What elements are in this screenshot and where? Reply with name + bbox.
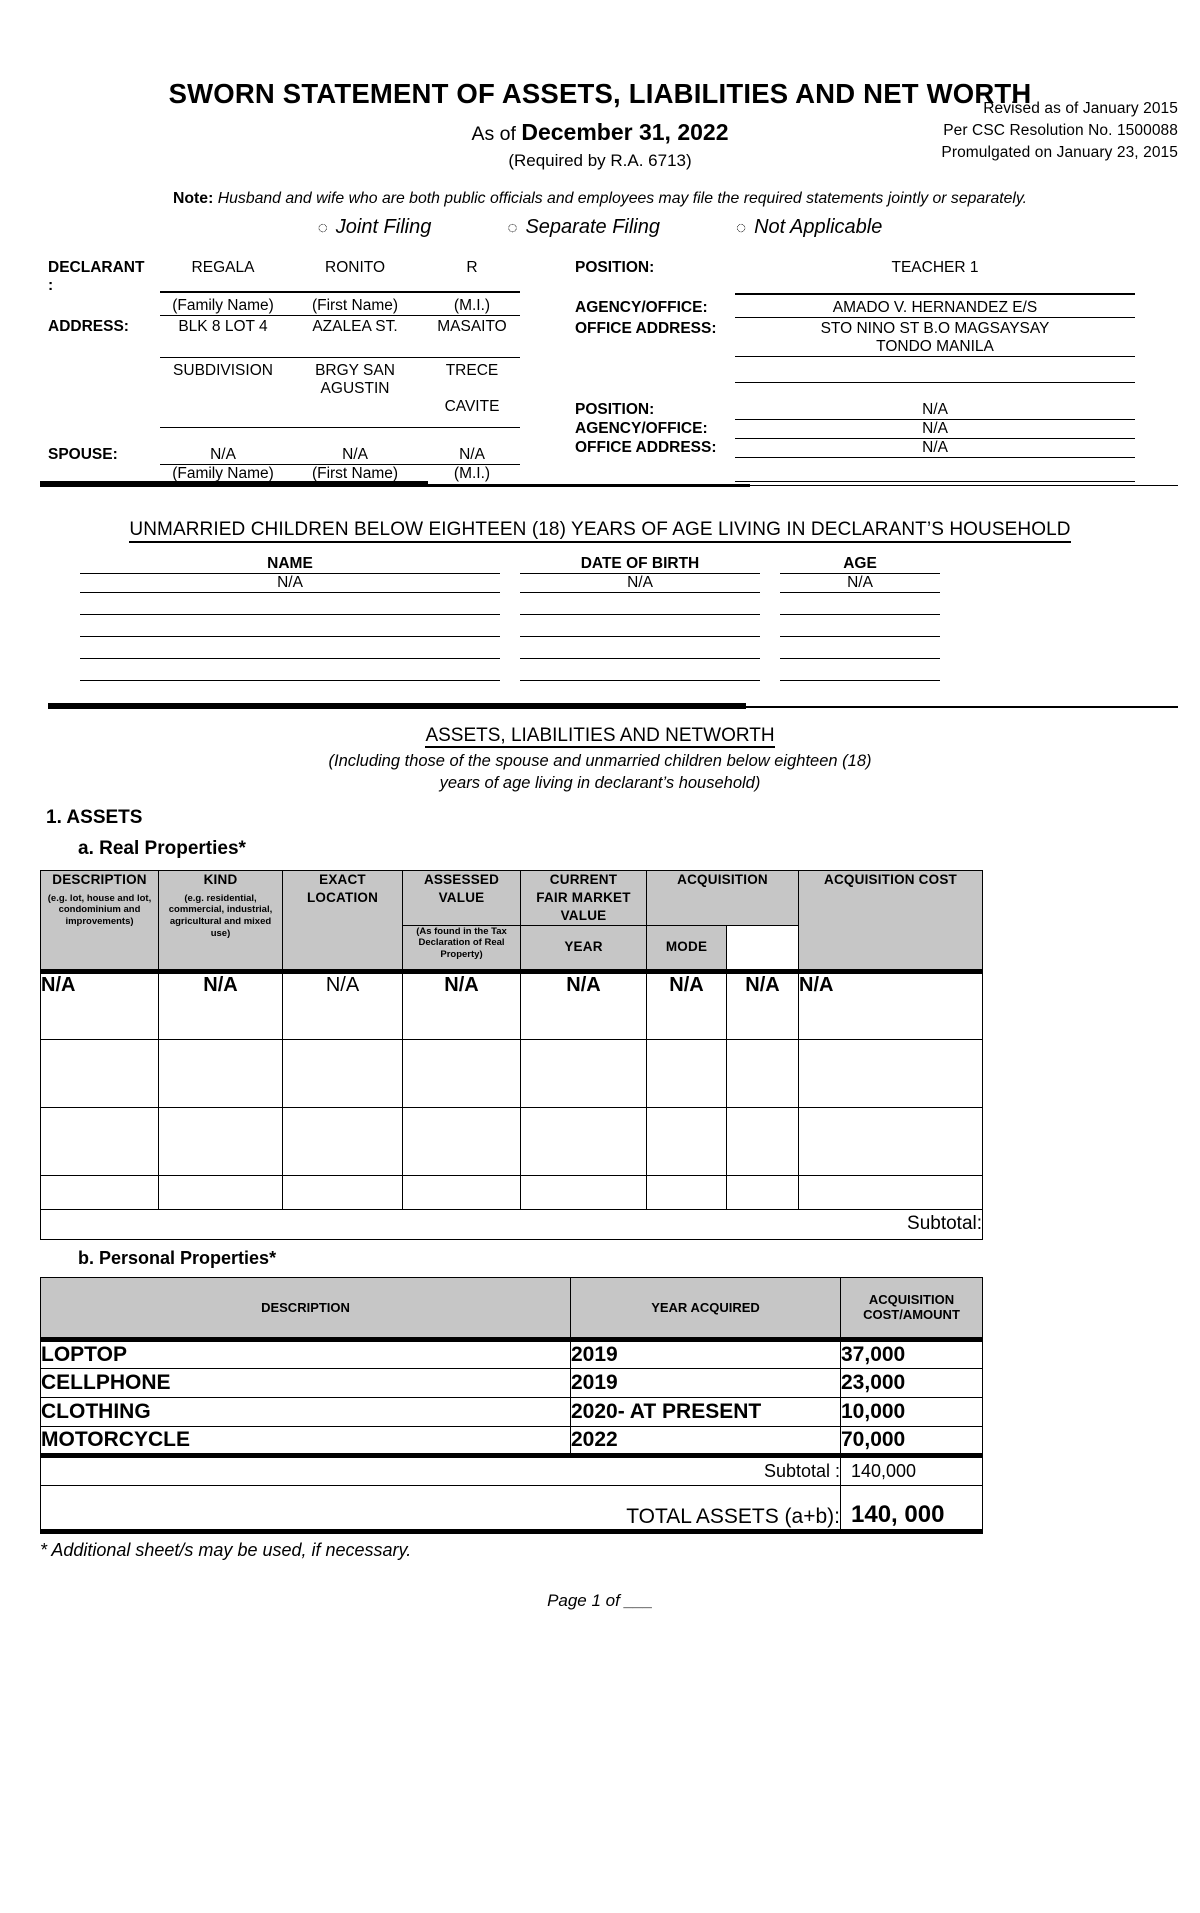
- child-age: N/A: [780, 574, 940, 593]
- cell-description[interactable]: N/A: [41, 971, 159, 1039]
- table-row: [41, 1426, 983, 1455]
- personal-properties-table: [40, 1277, 983, 1534]
- table-row: [41, 971, 983, 1039]
- revised-date: Revised as of January 2015: [983, 100, 1178, 117]
- header-assessed-line1: ASSESSED: [423, 871, 500, 887]
- pp-cell-cost[interactable]: 70,000: [841, 1426, 983, 1455]
- total-assets-value: 140, 000: [841, 1485, 983, 1531]
- pp-cell-description[interactable]: CLOTHING: [41, 1397, 571, 1426]
- pp-cell-description[interactable]: MOTORCYCLE: [41, 1426, 571, 1455]
- declarant-right-grid: [575, 259, 1150, 486]
- declarant-family-name: REGALA: [191, 259, 255, 276]
- cell-location[interactable]: [283, 1175, 403, 1209]
- spouse-position-label: POSITION:: [575, 401, 655, 418]
- address-underline-4: [160, 416, 286, 428]
- pp-header-year: YEAR ACQUIRED: [571, 1277, 841, 1339]
- cell-kind[interactable]: [159, 1039, 283, 1107]
- filing-option-label: Not Applicable: [754, 216, 883, 238]
- page-footer: Page 1 of ___: [547, 1590, 653, 1610]
- children-section-title: UNMARRIED CHILDREN BELOW EIGHTEEN (18) YEARS OF AGE LIVING IN DECLARANT’S HOUSEHOLD: [129, 519, 1070, 543]
- cell-year[interactable]: [647, 1107, 727, 1175]
- declarant-label-colon: :: [48, 277, 54, 294]
- note-text: Husband and wife who are both public officials and employees may file the required statements jointly or separately.: [213, 190, 1028, 207]
- pp-header-description: DESCRIPTION: [41, 1277, 571, 1339]
- cell-year[interactable]: [647, 1175, 727, 1209]
- cell-cost[interactable]: N/A: [799, 971, 983, 1039]
- children-section: [0, 519, 1200, 543]
- assets-item-number: 1. ASSETS: [46, 806, 143, 828]
- cell-location[interactable]: N/A: [283, 971, 403, 1039]
- filing-option-not-applicable[interactable]: [736, 216, 882, 239]
- required-by: (Required by R.A. 6713): [508, 151, 692, 170]
- cell-cfmv[interactable]: [521, 1175, 647, 1209]
- header-kind-sub: (e.g. residential, commercial, industrial, agricultural and mixed use): [168, 892, 273, 940]
- filing-options: [0, 216, 1200, 239]
- spouse-label: SPOUSE:: [48, 446, 118, 463]
- declarant-first-name: RONITO: [325, 259, 385, 276]
- table-row: [80, 637, 1110, 659]
- header-cfmv-line3: VALUE: [560, 907, 607, 923]
- declarant-family-underline: [160, 277, 286, 293]
- spouse-agency-value: N/A: [735, 420, 1135, 439]
- header-mode-text: MODE: [665, 939, 708, 955]
- filing-option-label: Separate Filing: [525, 216, 660, 238]
- table-row: [80, 593, 1110, 615]
- personal-properties-header-row: [41, 1277, 983, 1339]
- header-cfmv-line1: CURRENT: [549, 871, 618, 887]
- cell-assessed[interactable]: N/A: [403, 971, 521, 1039]
- spouse-family-name: N/A: [160, 446, 286, 465]
- pp-cell-description[interactable]: LOPTOP: [41, 1339, 571, 1368]
- assets-subtitle-line2: years of age living in declarant’s household): [439, 774, 761, 793]
- address-line2-col3: TRECE: [445, 362, 499, 379]
- header-exact-location: [283, 870, 403, 971]
- position-value: TEACHER 1: [891, 259, 979, 276]
- assets-section-subtitle: [0, 750, 1200, 795]
- cell-cost[interactable]: [799, 1175, 983, 1209]
- cell-year[interactable]: [647, 1039, 727, 1107]
- cell-cfmv[interactable]: N/A: [521, 971, 647, 1039]
- table-row: [41, 1107, 983, 1175]
- table-row: [80, 659, 1110, 681]
- real-properties-header-row: [41, 870, 983, 925]
- spouse-office-address-label: OFFICE ADDRESS:: [575, 439, 717, 456]
- spouse-first-name: N/A: [286, 446, 424, 465]
- filing-option-joint[interactable]: [318, 216, 432, 239]
- address-line1-col1: BLK 8 LOT 4: [178, 318, 268, 335]
- agency-value: AMADO V. HERNANDEZ E/S: [735, 299, 1135, 318]
- pp-cell-year[interactable]: 2020- AT PRESENT: [571, 1397, 841, 1426]
- assets-subtitle-line1: (Including those of the spouse and unmarried children below eighteen (18): [328, 752, 872, 770]
- real-properties-subtotal-label: Subtotal:: [41, 1209, 983, 1239]
- address-label: ADDRESS:: [48, 318, 129, 335]
- declarant-first-underline: [286, 277, 424, 293]
- header-mode: [647, 925, 727, 971]
- children-table-header: [80, 555, 1110, 574]
- header-acquisition-cost-text: ACQUISITION COST: [824, 871, 957, 887]
- cell-mode[interactable]: [727, 1039, 799, 1107]
- checkbox-icon[interactable]: ◌: [507, 217, 518, 237]
- table-row: [41, 1339, 983, 1368]
- total-assets-row: [41, 1485, 983, 1531]
- cell-cost[interactable]: [799, 1107, 983, 1175]
- child-name: [80, 593, 500, 615]
- header-assessed-note: [403, 925, 521, 971]
- spouse-office-address-value: N/A: [735, 439, 1135, 458]
- header-current-fair-market-value: [521, 870, 647, 925]
- section-divider-2: [0, 703, 1200, 713]
- cell-year[interactable]: N/A: [647, 971, 727, 1039]
- office-address-underline: [735, 357, 1135, 383]
- agency-label: AGENCY/OFFICE:: [575, 299, 708, 316]
- promulgated-date: Promulgated on January 23, 2015: [941, 144, 1178, 161]
- assets-section-title: ASSETS, LIABILITIES AND NETWORTH: [425, 725, 775, 746]
- table-row: [80, 615, 1110, 637]
- cell-assessed[interactable]: [403, 1039, 521, 1107]
- cell-description[interactable]: [41, 1039, 159, 1107]
- child-dob: [520, 615, 760, 637]
- revision-header: [0, 98, 1178, 164]
- table-row: [41, 1039, 983, 1107]
- address-line2-col1: SUBDIVISION: [173, 362, 273, 379]
- pp-cell-year[interactable]: 2019: [571, 1339, 841, 1368]
- personal-properties-label: b. Personal Properties*: [78, 1247, 277, 1268]
- table-row: [80, 574, 1110, 593]
- table-row: [41, 1175, 983, 1209]
- child-age: [780, 615, 940, 637]
- filing-note: [0, 190, 1200, 208]
- header-assessed-sub: (As found in the Tax Declaration of Real Property): [416, 925, 507, 961]
- children-table: [80, 555, 1110, 681]
- child-dob: [520, 659, 760, 681]
- header-kind: [159, 870, 283, 971]
- children-col-dob: DATE OF BIRTH: [520, 555, 760, 574]
- pp-subtotal-value: 140,000: [841, 1455, 983, 1485]
- checkbox-icon[interactable]: ◌: [736, 217, 747, 237]
- as-of-date: December 31, 2022: [521, 119, 729, 145]
- cell-assessed[interactable]: [403, 1175, 521, 1209]
- address-underline-3: [424, 336, 520, 358]
- spouse-agency-label: AGENCY/OFFICE:: [575, 420, 708, 437]
- cell-cfmv[interactable]: [521, 1107, 647, 1175]
- cell-kind[interactable]: [159, 1107, 283, 1175]
- cell-description[interactable]: [41, 1107, 159, 1175]
- position-underline: [735, 277, 1135, 295]
- header-cfmv-line2: FAIR MARKET: [536, 889, 631, 905]
- personal-properties-subtotal-row: [41, 1455, 983, 1485]
- address-underline-2: [286, 336, 424, 358]
- header-exact-line2: LOCATION: [306, 889, 379, 905]
- children-col-name: NAME: [80, 555, 500, 574]
- address-line1-col3: MASAITO: [437, 318, 507, 335]
- header-description: [41, 870, 159, 971]
- pp-cell-year[interactable]: 2022: [571, 1426, 841, 1455]
- pp-subtotal-label: Subtotal :: [41, 1455, 841, 1485]
- caption-middle-initial: (M.I.): [424, 297, 520, 316]
- pp-header-cost-line2: COST/AMOUNT: [863, 1307, 960, 1323]
- child-name: [80, 615, 500, 637]
- spouse-caption-family: (Family Name): [172, 465, 274, 482]
- caption-family-name: (Family Name): [160, 297, 286, 316]
- cell-kind[interactable]: [159, 1175, 283, 1209]
- child-dob: N/A: [520, 574, 760, 593]
- declarant-mi-underline: [424, 277, 520, 293]
- child-name: [80, 637, 500, 659]
- declarant-block: [0, 259, 1200, 489]
- child-name: N/A: [80, 574, 500, 593]
- as-of-prefix: As of: [471, 123, 522, 145]
- header-acquisition-text: ACQUISITION: [677, 871, 768, 887]
- child-name: [80, 659, 500, 681]
- header-acquisition-cost: [799, 870, 983, 971]
- sworn-statement-document: [0, 78, 1200, 1913]
- address-underline-5: [286, 416, 424, 428]
- pp-cell-cost[interactable]: 23,000: [841, 1368, 983, 1397]
- spouse-office-underline: [735, 458, 1135, 482]
- cell-location[interactable]: [283, 1039, 403, 1107]
- position-label: POSITION:: [575, 259, 655, 276]
- section-divider-1: [0, 481, 1200, 493]
- cell-mode[interactable]: [727, 1107, 799, 1175]
- pp-header-cost: [841, 1277, 983, 1339]
- address-line1-col2: AZALEA ST.: [312, 318, 398, 335]
- caption-first-name: (First Name): [286, 297, 424, 316]
- filing-option-label: Joint Filing: [335, 216, 432, 238]
- pp-header-cost-line1: ACQUISITION: [868, 1292, 955, 1308]
- cell-description[interactable]: [41, 1175, 159, 1209]
- address-line2-col2: BRGY SAN AGUSTIN: [315, 362, 395, 397]
- cell-cost[interactable]: [799, 1039, 983, 1107]
- footnote: * Additional sheet/s may be used, if necessary.: [40, 1539, 412, 1560]
- pp-cell-year[interactable]: 2019: [571, 1368, 841, 1397]
- header-year-text: YEAR: [564, 939, 603, 955]
- header-acquisition: [647, 870, 799, 925]
- address-underline-1: [160, 336, 286, 358]
- address-underline-6: [424, 416, 520, 428]
- pp-cell-cost[interactable]: 37,000: [841, 1339, 983, 1368]
- cell-kind[interactable]: N/A: [159, 971, 283, 1039]
- page-title: SWORN STATEMENT OF ASSETS, LIABILITIES AND NET WORTH: [168, 78, 1032, 109]
- total-assets-label: TOTAL ASSETS (a+b):: [41, 1485, 841, 1531]
- header-kind-text: KIND: [203, 871, 238, 887]
- office-address-value-1: STO NINO ST B.O MAGSAYSAY: [820, 320, 1050, 337]
- pp-cell-description[interactable]: CELLPHONE: [41, 1368, 571, 1397]
- office-address-label: OFFICE ADDRESS:: [575, 320, 717, 337]
- cell-assessed[interactable]: [403, 1107, 521, 1175]
- header-assessed-line2: VALUE: [438, 889, 485, 905]
- cell-mode[interactable]: N/A: [727, 971, 799, 1039]
- checkbox-icon[interactable]: ◌: [317, 217, 328, 237]
- real-properties-table: [40, 870, 983, 1240]
- declarant-left-grid: [48, 259, 548, 483]
- child-dob: [520, 593, 760, 615]
- table-row: [41, 1397, 983, 1426]
- table-row: [41, 1368, 983, 1397]
- real-properties-label: a. Real Properties*: [78, 837, 246, 859]
- header-description-sub: (e.g. lot, house and lot, condominium and improvements): [47, 892, 152, 928]
- header-year: [521, 925, 647, 971]
- children-col-age: AGE: [780, 555, 940, 574]
- child-age: [780, 593, 940, 615]
- csc-resolution: Per CSC Resolution No. 1500088: [943, 122, 1178, 139]
- cell-mode[interactable]: [727, 1175, 799, 1209]
- spouse-caption-mi: (M.I.): [453, 465, 491, 482]
- spouse-middle-initial: N/A: [424, 446, 520, 465]
- child-age: [780, 637, 940, 659]
- office-address-value-2: TONDO MANILA: [735, 338, 1135, 357]
- header-assessed-value: [403, 870, 521, 925]
- cell-location[interactable]: [283, 1107, 403, 1175]
- filing-option-separate[interactable]: [507, 216, 660, 239]
- spouse-caption-first: (First Name): [311, 465, 399, 482]
- spouse-position-value: N/A: [735, 401, 1135, 420]
- pp-cell-cost[interactable]: 10,000: [841, 1397, 983, 1426]
- address-line2-col3b: CAVITE: [444, 398, 500, 415]
- declarant-middle-initial: R: [466, 259, 478, 276]
- note-label: Note:: [172, 190, 214, 207]
- real-properties-subtotal-row: [41, 1209, 983, 1239]
- child-age: [780, 659, 940, 681]
- child-dob: [520, 637, 760, 659]
- header-exact-line1: EXACT: [319, 871, 366, 887]
- cell-cfmv[interactable]: [521, 1039, 647, 1107]
- declarant-label: DECLARANT: [48, 259, 145, 276]
- header-description-text: DESCRIPTION: [52, 871, 147, 887]
